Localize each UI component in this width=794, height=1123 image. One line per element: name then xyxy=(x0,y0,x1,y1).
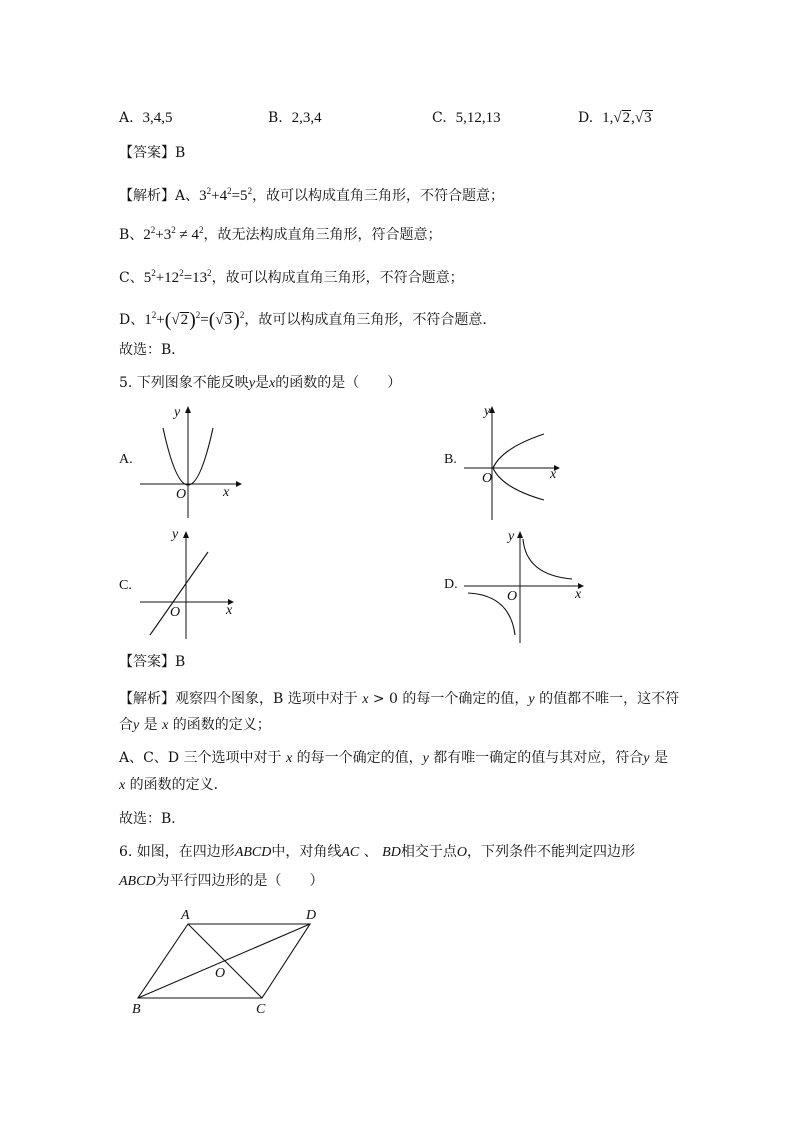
q4-option-b: B. 2,3,4 xyxy=(268,110,322,126)
graph-a xyxy=(138,402,248,522)
graph-a-x-label: x xyxy=(223,485,230,500)
graph-d-x-label: x xyxy=(575,587,582,602)
graph-d-origin: O xyxy=(507,589,518,604)
graph-c-label: C. xyxy=(119,578,132,593)
q4-option-c: C. 5,12,13 xyxy=(432,110,501,126)
vertex-b-label: B xyxy=(132,1002,141,1017)
vertex-c-label: C xyxy=(256,1002,266,1017)
graph-c xyxy=(138,527,248,642)
graph-b-origin: O xyxy=(482,471,493,486)
q6-stem-line1: 6. 如图，在四边形ABCD中，对角线AC 、 BD相交于点O，下列条件不能判定四边形 xyxy=(119,844,635,860)
q4-answer: 【答案】B xyxy=(119,145,186,161)
q5-answer: 【答案】B xyxy=(119,654,186,670)
graph-a-label: A. xyxy=(119,452,133,467)
q4-option-a: A. 3,4,5 xyxy=(119,110,173,126)
q4-conclusion: 故选：B． xyxy=(119,342,186,358)
q5-analysis-line2: 合y 是 x 的函数的定义； xyxy=(119,717,271,733)
graph-b xyxy=(462,402,572,522)
q4-analysis-a: 【解析】A、$3^2+4^2=5^2$，故可以构成直角三角形，不符合题意； xyxy=(119,186,505,204)
graph-d xyxy=(462,527,592,647)
q5-analysis-line4: x 的函数的定义． xyxy=(119,777,228,793)
q4-option-d: D. 1,√2,√3 xyxy=(578,110,652,126)
q5-stem: 5. 下列图象不能反映y是x的函数的是（ ） xyxy=(119,375,402,391)
graph-c-x-label: x xyxy=(226,603,233,618)
q5-analysis-line1: 【解析】观察四个图象，B 选项中对于 x > 0 的每一个确定的值，y 的值都不唯一，这不符 xyxy=(119,691,680,707)
center-o-label: O xyxy=(215,966,226,981)
q5-conclusion: 故选：B． xyxy=(119,811,186,827)
q4-analysis-d: D、$1^2+(√2)^2=(√3)^2$，故可以构成直角三角形，不符合题意. xyxy=(119,309,487,331)
vertex-a-label: A xyxy=(181,908,190,923)
graph-c-y-label: y xyxy=(172,527,179,542)
graph-a-origin: O xyxy=(176,487,187,502)
graph-b-x-label: x xyxy=(550,467,557,482)
q4-analysis-b: B、$2^2+3^2 \ne 4^2$，故无法构成直角三角形，符合题意； xyxy=(119,225,442,243)
vertex-d-label: D xyxy=(306,908,317,923)
q5-analysis-line3: A、C、D 三个选项中对于 x 的每一个确定的值，y 都有唯一确定的值与其对应，符合y 是 xyxy=(119,750,668,766)
q4-analysis-c: C、$5^2+12^2=13^2$，故可以构成直角三角形，不符合题意； xyxy=(119,268,464,286)
q6-stem-line2: ABCD为平行四边形的是（ ） xyxy=(119,873,324,889)
graph-d-y-label: y xyxy=(508,529,515,544)
q6-parallelogram-figure xyxy=(128,903,348,1023)
graph-d-label: D. xyxy=(444,577,458,592)
graph-b-y-label: y xyxy=(484,404,491,419)
graph-b-label: B. xyxy=(444,452,457,467)
graph-c-origin: O xyxy=(170,605,181,620)
graph-a-y-label: y xyxy=(174,405,181,420)
